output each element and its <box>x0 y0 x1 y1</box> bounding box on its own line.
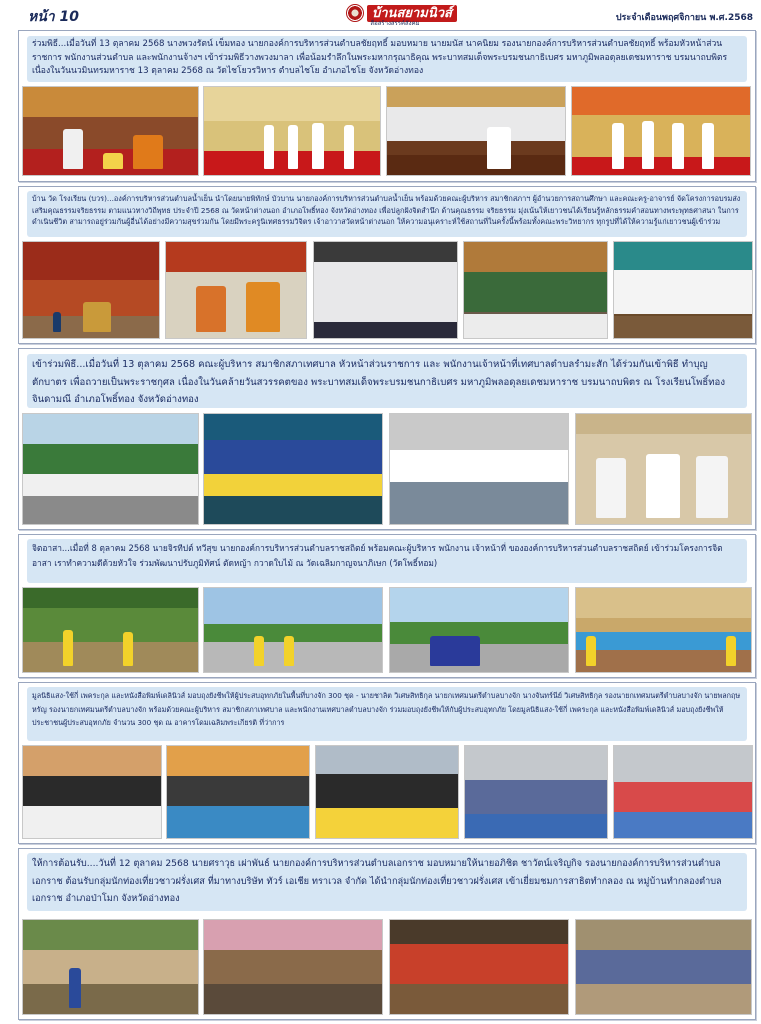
photo-school-stage <box>203 413 383 525</box>
caption-text: ให้การต้อนรับ....วันที่ 12 ตุลาคม 2568 นายศราวุธ เผ่าพันธ์ นายกองค์การบริหารส่วนตำบลเอกราช มอบหมายให้นายอภิชิต ชาวัตน์เจริญกิจ รองนายกองค์การบริหารส่วนตำบลเอกราช ต้อนรับกลุ่มนักท่องเที่ยวชาวฝรั่งเศส ที่มาทางบริษัท ทัวร์ เอเชีย ทราเวล จำกัด ได้นำกลุ่มนักท่องเที่ยวชาวฝรั่งเศส เข้าเยี่ยมชมการสาธิตทำกลอง ณ หมู่บ้านทำกลองตำบลเอกราช อำเภอป่าโมก จังหวัดอ่างทอง <box>32 858 722 904</box>
news-section-6 <box>18 848 756 1020</box>
photo-strip <box>19 745 755 839</box>
photo-volunteers-banner <box>575 587 752 673</box>
photo-ceremony-field <box>22 413 199 525</box>
photo-monks-seated <box>165 241 307 339</box>
photo-students-seated <box>313 241 458 339</box>
photo-tractor-mowing <box>389 587 569 673</box>
logo-seal-icon <box>346 4 364 22</box>
photo-hall-assembly <box>463 241 608 339</box>
photo-officials-white-uniform <box>571 86 751 176</box>
news-section-3 <box>18 348 756 530</box>
photo-drum-village-group <box>575 919 752 1015</box>
caption-text: ร่วมพิธี...เมื่อวันที่ 13 ตุลาคม 2568 นางพวงรัตน์ เข็มทอง นายกองค์การบริหารส่วนตำบลชัยฤทธิ์ มอบหมาย นายมนัส นาคนิยม รองนายกองค์การบริหารส่วนตำบลชัยฤทธิ์ พร้อมหัวหน้าส่วนราชการ พนักงานส่วนตำบล และพนักงานจ้างฯ เข้าร่วมพิธีวางพวงมาลา เพื่อน้อมรำลึกในพระมหากรุณาธิคุณ พระบาทสมเด็จพระบรมชนกาธิเบศร มหาภูมิพลอดุลยเดชมหาราช บรมนาถบพิตร เนื่องในวันนวมินทรมหาราช 13 ตุลาคม 2568 ณ วัดไชโยวรวิหาร ตำบลไชโย อำเภอไชโย จังหวัดอ่างทอง <box>32 39 728 77</box>
photo-strip <box>19 241 755 339</box>
caption-text: บ้าน วัด โรงเรียน (บวร)...องค์การบริหารส่วนตำบลน้ำเย็น นำโดยนายพิทักษ์ บัวบาน นายกองค์การบริหารส่วนตำบลน้ำเย็น พร้อมด้วยคณะผู้บริหาร สมาชิกสภาฯ ผู้อำนวยการสถานศึกษา และคณะครู-อาจารย์ จัดโครงการอบรมส่งเสริมคุณธรรมจริยธรรม ตามแนวทางวิถีพุทธ ประจำปี 2568 ณ วัดหน้าต่างนอก อำเภอโพธิ์ทอง จังหวัดอ่างทอง เพื่อปลูกฝังจิตสำนึก ด้านคุณธรรม จริยธรรม มุ่งเน้นให้เยาวชนได้เรียนรู้หลักธรรมคำสอนทางพระพุทธศาสนา ในการดำเนินชีวิต สามารถอยู่ร่วมกันผู้อื่นได้อย่างมีความสุขร่วมกัน โดยมีพระครูนิเทศธรรมวิจิตร เจ้าอาวาสวัดหน้าต่างนอก ให้ความอนุเคราะห์ใช้สถานที่ในครั้งนี้พร้อมทั้งคณะพระวิทยากร ทุกรูปที่ได้ให้ความรู้แก่เยาวชนผู้เข้าร่วม <box>32 194 741 226</box>
section-caption <box>27 191 747 237</box>
photo-officials-handing-bags <box>166 745 310 839</box>
page-header <box>0 0 761 28</box>
photo-dome-crowd <box>464 745 608 839</box>
photo-officials-standing <box>203 86 381 176</box>
photo-strip <box>19 919 755 1015</box>
news-section-1 <box>18 30 756 182</box>
news-section-5 <box>18 682 756 844</box>
photo-drum-workshop <box>203 919 383 1015</box>
photo-temple-shrine <box>22 241 160 339</box>
section-caption <box>27 539 747 583</box>
newspaper-logo <box>346 2 457 27</box>
news-section-2 <box>18 186 756 344</box>
caption-text: มูลนิธิแสง-ใช้กี่ เพคระกุล และหนังสือพิมพ์เดลินิวส์ มอบถุงยังชีพให้ผู้ประสบอุทกภัยในพื้นที่บางจัก 300 ชุด - นายชาลิต วิเศษสิทธิกุล นายกเทศมนตรีตำบลบางจัก นางจันทร์นีย์ วิเศษสิทธิกุล รองนายกเทศมนตรีตำบลบางจัก นายพลกฤษ หรัญ รองนายกเทศมนตรีตำบลบางจัก พร้อมด้วยคณะผู้บริหาร สมาชิกสภาเทศบาล และพนักงานเทศบาลตำบลบางจัก ร่วมมอบถุงยังชีพให้กับผู้ประสบอุทกภัย โดยมูลนิธิแสง-ใช้กี่ เพคระกุล และหนังสือพิมพ์เดลินิวส์ มอบถุงยังชีพให้ประชาชนผู้ประสบอุทกภัย จำนวน 300 ชุด ณ อาคารโดมเฉลิมพระเกียรติ ที่ว่าการ <box>32 691 741 727</box>
photo-volunteers-sweeping <box>22 587 199 673</box>
photo-officials-seated <box>386 86 566 176</box>
photo-strip <box>19 86 755 176</box>
news-section-4 <box>18 534 756 678</box>
photo-students-group <box>613 241 753 339</box>
photo-ceremony-offering <box>22 86 199 176</box>
photo-drum-making-demo <box>389 919 569 1015</box>
photo-strip <box>19 413 755 525</box>
section-caption <box>27 36 747 82</box>
photo-donation-bags <box>22 745 162 839</box>
photo-volunteers-supplies <box>315 745 459 839</box>
logo-subtitle: สื่อสร้างสรรค์สังคม <box>370 20 420 27</box>
photo-seated-officials <box>575 413 752 525</box>
photo-strip <box>19 587 755 673</box>
photo-volunteers-roadside <box>203 587 383 673</box>
caption-text: จิตอาสา...เมื่อที่ 8 ตุลาคม 2568 นายจิรทีปต์ ทวีสุข นายกองค์การบริหารส่วนตำบลราชสถิตย์ พร้อมคณะผู้บริหาร พนักงาน เจ้าหน้าที่ ขององค์การบริหารส่วนตำบลราชสถิตย์ เข้าร่วมโครงการจิตอาสา เราทำความดีด้วยหัวใจ ร่วมพัฒนาปรับภูมิทัศน์ ตัดหญ้า กวาดใบไม้ ณ วัดเฉลิมกาญจนาภิเษก (วัดโพธิ์หอม) <box>32 543 723 568</box>
section-caption <box>27 853 747 911</box>
photo-hall-ceremony <box>389 413 569 525</box>
logo-text: บ้านสยามนิวส์ <box>367 5 457 22</box>
page-number: หน้า 10 <box>28 9 80 25</box>
section-caption <box>27 354 747 408</box>
section-caption <box>27 687 747 741</box>
photo-dome-group <box>613 745 753 839</box>
caption-text: เข้าร่วมพิธี...เมื่อวันที่ 13 ตุลาคม 2568 คณะผู้บริหาร สมาชิกสภาเทศบาล หัวหน้าส่วนราชการ และ พนักงานเจ้าหน้าที่เทศบาลตำบลรำมะสัก ได้ร่วมกันเข้าพิธี ทำบุญตักบาตร เพื่อถวายเป็นพระราชกุศล เนื่องในวันคล้ายวันสวรรคตของ พระบาทสมเด็จพระบรมชนกาธิเบศร มหาภูมิพลอดุลยเดชมหาราช บรมนาถบพิตร ณ โรงเรียนโพธิ์ทองจินดามณี อำเภอโพธิ์ทอง จังหวัดอ่างทอง <box>32 359 726 405</box>
photo-drum-village-tourists <box>22 919 199 1015</box>
issue-date: ประจำเดือนพฤศจิกายน พ.ศ.2568 <box>615 13 753 23</box>
